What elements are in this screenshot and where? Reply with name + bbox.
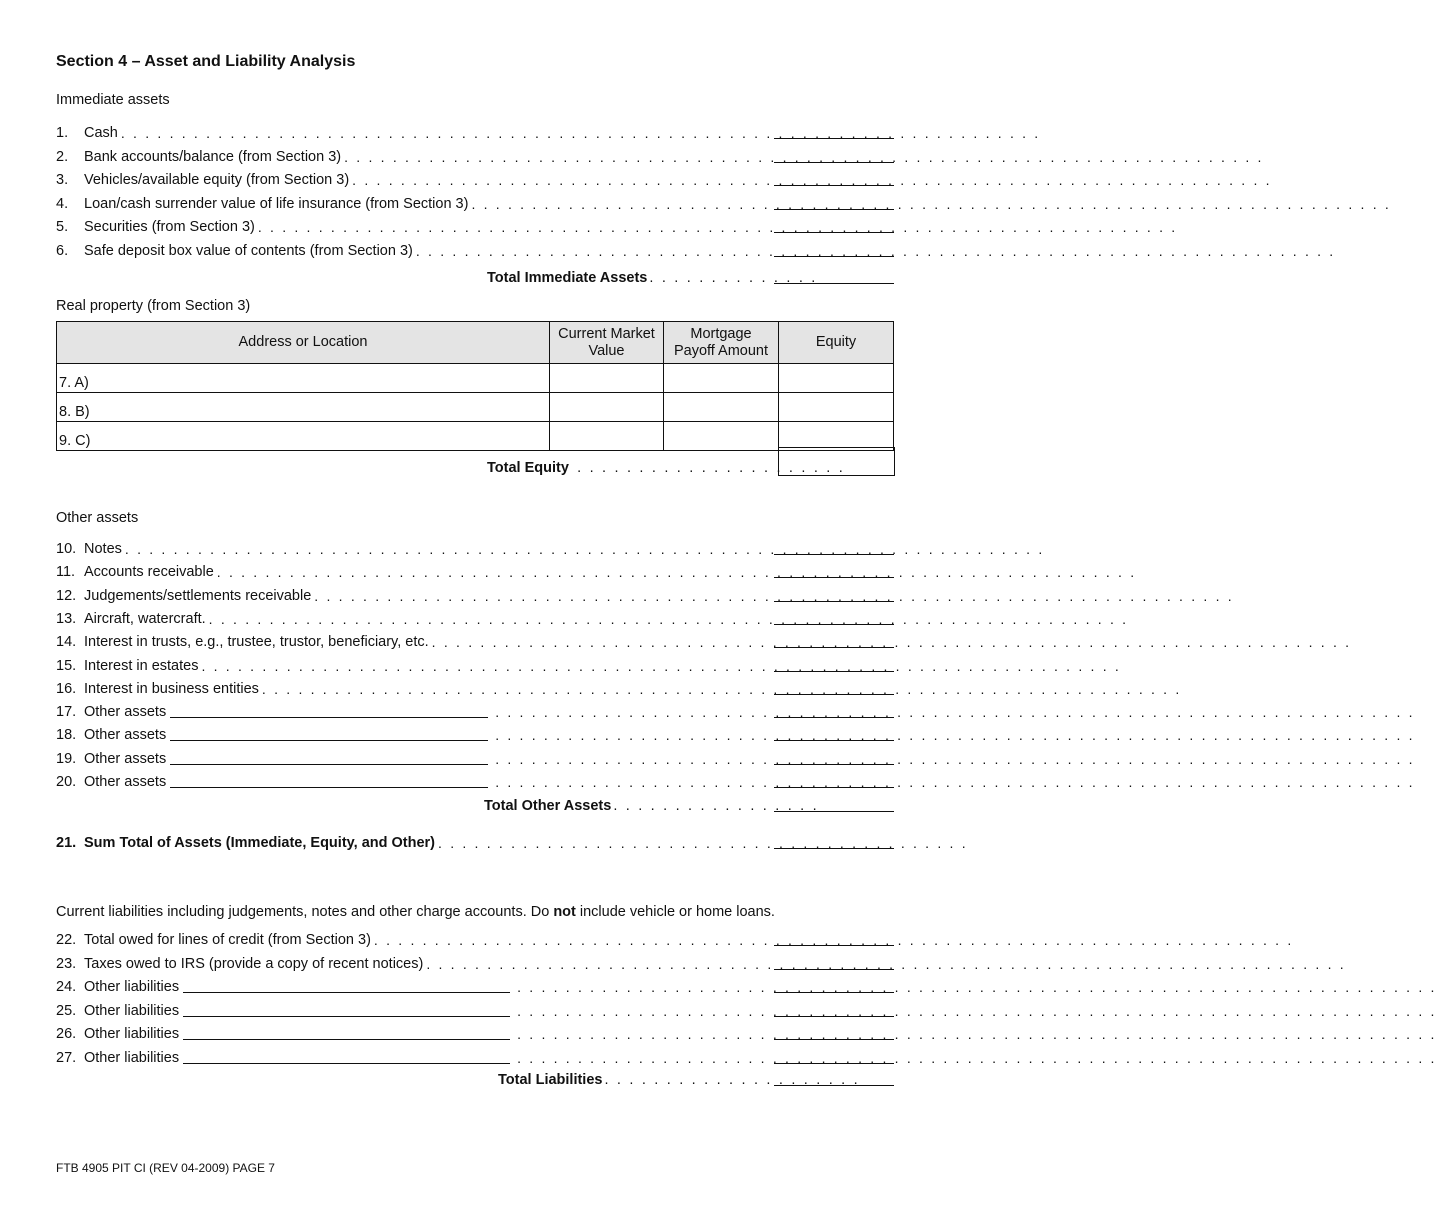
sum-total-num: 21. (56, 835, 77, 851)
item-number: 22. (56, 932, 77, 948)
amount-field[interactable] (774, 138, 894, 139)
liabilities-notice (56, 904, 775, 920)
list-item (56, 654, 1121, 674)
notice-bold: not (553, 904, 576, 920)
col-mortgage-payoff-line1: Mortgage (690, 325, 752, 342)
list-item (56, 952, 1346, 972)
total-equity: Total Equity . . . . . . . . . . . . . . . . . . . . . . (487, 460, 845, 476)
leader-dots: . . . . . . . . . . . . . . . . . . . . . . . . . . . . . . . . . . . . . . . . . . . . . . . . . . . . . . . . . . . . . . . . . . . . . . . . . . . . (314, 587, 1234, 604)
list-item (56, 239, 1336, 259)
leader-dots: . . . . . . . . . . . . . . . . . . . . . . . . . . . . . . . . . . . . . . . . . . . . . . . . . . . . . . . . . . . . . . . . . . . . . . . . . . . . (495, 727, 1415, 744)
total-liabilities-label: Total Liabilities (498, 1072, 603, 1088)
leader-dots: . . . . . . . . . . . . . . . . . . . . . . . . . . . . . . . . . . . . . . . . . . . . . . . . . . . . . . . . . . . . . . . . . . . . . . . . . . . . (352, 172, 1272, 188)
item-number: 17. (56, 704, 77, 721)
amount-field[interactable] (774, 717, 894, 718)
item-label: Loan/cash surrender value of life insurance (from Section 3) (84, 195, 469, 212)
description-blank[interactable] (183, 977, 510, 993)
notice-post: include vehicle or home loans. (575, 904, 775, 920)
address-cell[interactable]: 9. C) (57, 422, 550, 451)
amount-field[interactable] (774, 185, 894, 186)
amount-field[interactable] (774, 624, 894, 625)
amount-field[interactable] (774, 1063, 894, 1064)
leader-dots: . . . . . . . . . . . . . . . . . . . . . . . . . . . . . . . . . . . . . . . . . . . . . . . . . . . . . . . . . . . . . . . . . . . . . . . . . . . . (373, 932, 1294, 948)
list-item (56, 630, 1352, 651)
item-number: 18. (56, 727, 77, 744)
item-label: Judgements/settlements receivable (84, 587, 312, 604)
list-item (56, 723, 1415, 744)
total-other-assets-field[interactable] (774, 811, 894, 812)
leader-dots: . . . . . . . . . . . . . . . . . . . . . . . . . . . . . . . . . . . . . . . . . . . . . . . . . . . . . . . . . . . . . . . . . . . . . . . . . . . . (517, 1026, 1437, 1042)
item-label: Bank accounts/balance (from Section 3) (84, 148, 342, 165)
leader-dots: . . . . . . . . . . . . . . . . . . . . . . . . . . . . . . . . . . . . . . . . . . . . . . . . . . . . . . . . . . . . . . . . . . . . . . . . . . . . (415, 242, 1336, 259)
item-label: Cash (84, 125, 118, 141)
amount-field[interactable] (774, 1016, 894, 1017)
total-immediate-assets-label: Total Immediate Assets (487, 270, 648, 286)
leader-dots: . . . . . . . . . . . . . . . . . . . . . . . . . . . . . . . . . . . . . . . . . . . . . . . . . . . . . . . . . . . . . . . . . . . . . . . . . . . . (216, 564, 1137, 581)
item-label: Other assets (84, 774, 167, 790)
leader-dots: . . . . . . . . . . . . . . . . . . . . . . . . . . . . . . . . . . . . . . . . . . . . . . . . . . . . . . . . . . . . . . . . . . . . . . . . . . . . (431, 634, 1352, 651)
item-number: 27. (56, 1049, 77, 1066)
notice-pre: Current liabilities including judgements, notes and other charge accounts. Do (56, 904, 554, 920)
total-other-assets: Total Other Assets . . . . . . . . . . . . . . . . . (484, 798, 819, 814)
list-item (56, 999, 1437, 1019)
leader-dots: . . . . . . . . . . . . . . . . . . . . . . . . . . . . . . . . . . . . . . . . . . . . . . . . . . . . . . . . . . . . . . . . . . . . . . . . . . . . (471, 195, 1391, 212)
item-label: Accounts receivable (84, 564, 214, 581)
mortgage-payoff-cell[interactable] (664, 393, 779, 422)
list-item (56, 1022, 1437, 1042)
item-label: Aircraft, watercraft. (84, 610, 206, 627)
amount-field[interactable] (774, 740, 894, 741)
list-item (56, 121, 1041, 141)
list-item (56, 537, 1045, 557)
item-number: 26. (56, 1026, 77, 1042)
description-blank[interactable] (170, 725, 488, 741)
list-item (56, 928, 1294, 948)
leader-dots: . . . . . . . . . . . . . . . . . . . . . . . . . . . . . . . . . . . . . . . . . . . . . . . . . . . . . . . . . . . . . . . . . . . . . . . . . . . . (495, 774, 1415, 790)
item-label: Securities (from Section 3) (84, 219, 255, 235)
market-value-cell[interactable] (550, 393, 664, 422)
col-equity: Equity (779, 322, 894, 364)
amount-field[interactable] (774, 256, 894, 257)
item-number: 5. (56, 219, 69, 235)
list-item (56, 1046, 1437, 1066)
list-item (56, 700, 1415, 721)
market-value-cell[interactable] (550, 364, 664, 393)
list-item (56, 975, 1437, 995)
equity-cell[interactable] (779, 393, 894, 422)
market-value-cell[interactable] (550, 422, 664, 451)
amount-field[interactable] (774, 671, 894, 672)
col-address: Address or Location (57, 322, 550, 364)
leader-dots: . . . . . . . . . . . . . . . . . . . . . . . . . . . . . . . . . . . . . . . . . . . . . . . . . . . . . . . . . . . . . . . . . . . . . . . . . . . . (517, 1002, 1437, 1019)
total-other-assets-label: Total Other Assets (484, 798, 612, 814)
leader-dots: . . . . . . . . . . . . . . . . . . . . . . . . . . . . . . . . . . . . . . . . . . . . . . . . . . . . . . . . . . . . . . . . . . . . . . . . . . . . (495, 704, 1415, 721)
item-number: 14. (56, 634, 77, 651)
item-number: 20. (56, 774, 77, 790)
item-label: Notes (84, 541, 122, 557)
col-market-value (550, 322, 664, 364)
item-label: Interest in business entities (84, 680, 259, 697)
list-item (56, 560, 1137, 581)
description-blank[interactable] (170, 702, 488, 718)
leader-dots: . . . . . . . . . . . . . . . . . . . . . . . . . . . . . . . . . . . . . . . . . . . . . . . . . . . . . . . . . . . . . . . . . . . . . . . . . . . . (201, 657, 1121, 674)
amount-field[interactable] (774, 694, 894, 695)
item-number: 15. (56, 657, 77, 674)
item-label: Other assets (84, 727, 167, 744)
amount-field[interactable] (774, 787, 894, 788)
amount-field[interactable] (774, 1039, 894, 1040)
sum-total-label: Sum Total of Assets (Immediate, Equity, and Other) (84, 835, 436, 851)
col-market-value-line2: Value (588, 342, 625, 359)
leader-dots: . . . . . . . . . . . . . . . . . . . . . . . . . . . . . . . . . . . . . . . . . . . . . . . . . . . . . . . . . . . . . . . . . . . . . . . . . . . . (344, 148, 1264, 165)
item-label: Total owed for lines of credit (from Section 3) (84, 932, 371, 948)
total-immediate-assets: Total Immediate Assets . . . . . . . . . . . . . . (487, 270, 818, 286)
item-number: 24. (56, 979, 77, 995)
section-title: Section 4 – Asset and Liability Analysis (56, 53, 356, 70)
item-number: 11. (56, 564, 76, 581)
list-item (56, 607, 1129, 627)
table-row (57, 393, 894, 422)
item-label: Other assets (84, 750, 167, 767)
leader-dots: . . . . . . . . . . . . . . . . . . . . . . . . . . . . . . . . . . . . . . . . . . . . . . . . . . . . . . . . . . . . . . . . . . . . . . . . . . . . (495, 750, 1415, 767)
col-market-value-line1: Current Market (558, 325, 655, 342)
item-label: Vehicles/available equity (from Section 3) (84, 172, 350, 188)
item-number: 1. (56, 125, 69, 141)
description-blank[interactable] (183, 1024, 510, 1040)
item-number: 13. (56, 610, 77, 627)
total-equity-label: Total Equity (487, 460, 569, 476)
amount-field[interactable] (774, 162, 894, 163)
item-label: Safe deposit box value of contents (from Section 3) (84, 242, 413, 259)
address-cell[interactable]: 8. B) (57, 393, 550, 422)
list-item (56, 215, 1178, 235)
mortgage-payoff-cell[interactable] (664, 364, 779, 393)
amount-field[interactable] (774, 764, 894, 765)
total-equity-field[interactable] (778, 447, 895, 476)
other-assets-heading: Other assets (56, 510, 139, 526)
item-label: Other liabilities (84, 1002, 180, 1019)
list-item (56, 192, 1391, 212)
leader-dots: . . . . . . . . . . . . . . . . . . . . . . . . . . . . . . . . . . . . . . . . . . . . . . . . . . . . . . . . . . . . . . . . . . . . . . . . . . . . (120, 125, 1041, 141)
item-number: 10. (56, 541, 77, 557)
leader-dots: . . . . . . . . . . . . . . . . . . . . . . . . . . . . . . . . . . . . . . . . . . . . . . . . . . . . . . . . . . . . . . . . . . . . . . . . . . . . (257, 219, 1178, 235)
amount-field[interactable] (774, 577, 894, 578)
item-number: 16. (56, 680, 77, 697)
item-number: 3. (56, 172, 69, 188)
list-item (56, 145, 1264, 165)
item-number: 2. (56, 148, 69, 165)
list-item (56, 677, 1182, 697)
leader-dots: . . . . . . . . . . . . . . . . . . . . . . . . . . . . . . . . . . . . . . . . . . . . . . . . . . . . . . . . . . . . . . . . . . . . . . . . . . . . (208, 610, 1129, 627)
col-mortgage-payoff-line2: Payoff Amount (673, 342, 769, 359)
immediate-assets-heading: Immediate assets (56, 92, 170, 108)
total-liabilities: Total Liabilities . . . . . . . . . . . . . . . . . . . . . (498, 1072, 860, 1088)
leader-dots: . . . . . . . . . . . . . . . . . . . . . . . . . . . . . . . . . . . . . . . . . . . . . . . . . . . . . . . . . . . . . . . . . . . . . . . . . . . . (124, 541, 1045, 557)
amount-field[interactable] (774, 992, 894, 993)
table-row (57, 422, 894, 451)
amount-field[interactable] (774, 945, 894, 946)
leader-dots: . . . . . . . . . . . . . . . . . . . . . . . . . . . . . . . . . . . . . . . . . . . . . . . . . . . . . . . . . . . . . . . . . . . . . . . . . . . . (517, 1049, 1437, 1066)
item-number: 19. (56, 750, 77, 767)
leader-dots: . . . . . . . . . . . . . . . . . . . . . . . . . . . . . . . . . . . . . . . . . . . . . . . . . . . . . . . . . . . . . . . . . . . . . . . . . . . . (261, 680, 1182, 697)
equity-cell[interactable] (779, 364, 894, 393)
list-item (56, 584, 1234, 604)
description-blank[interactable] (170, 749, 488, 765)
address-cell[interactable]: 7. A) (57, 364, 550, 393)
item-number: 12. (56, 587, 77, 604)
list-item (56, 168, 1272, 188)
list-item (56, 747, 1415, 767)
item-number: 6. (56, 242, 69, 259)
item-label: Other liabilities (84, 979, 180, 995)
amount-field[interactable] (774, 647, 894, 648)
footer: FTB 4905 PIT CI (REV 04-2009) PAGE 7 (56, 1161, 275, 1175)
amount-field[interactable] (774, 232, 894, 233)
item-label: Interest in trusts, e.g., trustee, trustor, beneficiary, etc. (84, 634, 429, 651)
leader-dots: . . . . . . . . . . . . . . . . . . . . . . . . . . . . . . . . . . . . . . . . . . . . . . . . . . . . . . . . . . . . . . . . . . . . . . . . . . . . (517, 979, 1437, 995)
item-label: Other assets (84, 704, 167, 721)
sum-total-field[interactable] (774, 848, 894, 849)
item-label: Other liabilities (84, 1049, 180, 1066)
total-liabilities-field[interactable] (774, 1085, 894, 1086)
description-blank[interactable] (183, 1001, 510, 1017)
description-blank[interactable] (170, 772, 488, 788)
item-number: 4. (56, 195, 69, 212)
list-item (56, 770, 1415, 790)
amount-field[interactable] (774, 969, 894, 970)
amount-field[interactable] (774, 554, 894, 555)
total-immediate-assets-field[interactable] (774, 283, 894, 284)
col-mortgage-payoff (664, 322, 779, 364)
table-row (57, 364, 894, 393)
amount-field[interactable] (774, 209, 894, 210)
item-label: Interest in estates (84, 657, 199, 674)
mortgage-payoff-cell[interactable] (664, 422, 779, 451)
item-label: Taxes owed to IRS (provide a copy of recent notices) (84, 955, 424, 972)
description-blank[interactable] (183, 1048, 510, 1064)
real-property-heading: Real property (from Section 3) (56, 298, 251, 314)
sum-total-row: 21. Sum Total of Assets (Immediate, Equity, and Other) . . . . . . . . . . . . . . . . . . . . . . . . . . . . . . . . . . . . . . . . . . . . (56, 835, 968, 851)
item-number: 25. (56, 1002, 77, 1019)
item-label: Other liabilities (84, 1026, 180, 1042)
item-number: 23. (56, 955, 77, 972)
amount-field[interactable] (774, 601, 894, 602)
leader-dots: . . . . . . . . . . . . . . . . . . . . . . . . . . . . . . . . . . . . . . . . . . . . . . . . . . . . . . . . . . . . . . . . . . . . . . . . . . . . (426, 955, 1346, 972)
real-property-table (56, 321, 894, 451)
